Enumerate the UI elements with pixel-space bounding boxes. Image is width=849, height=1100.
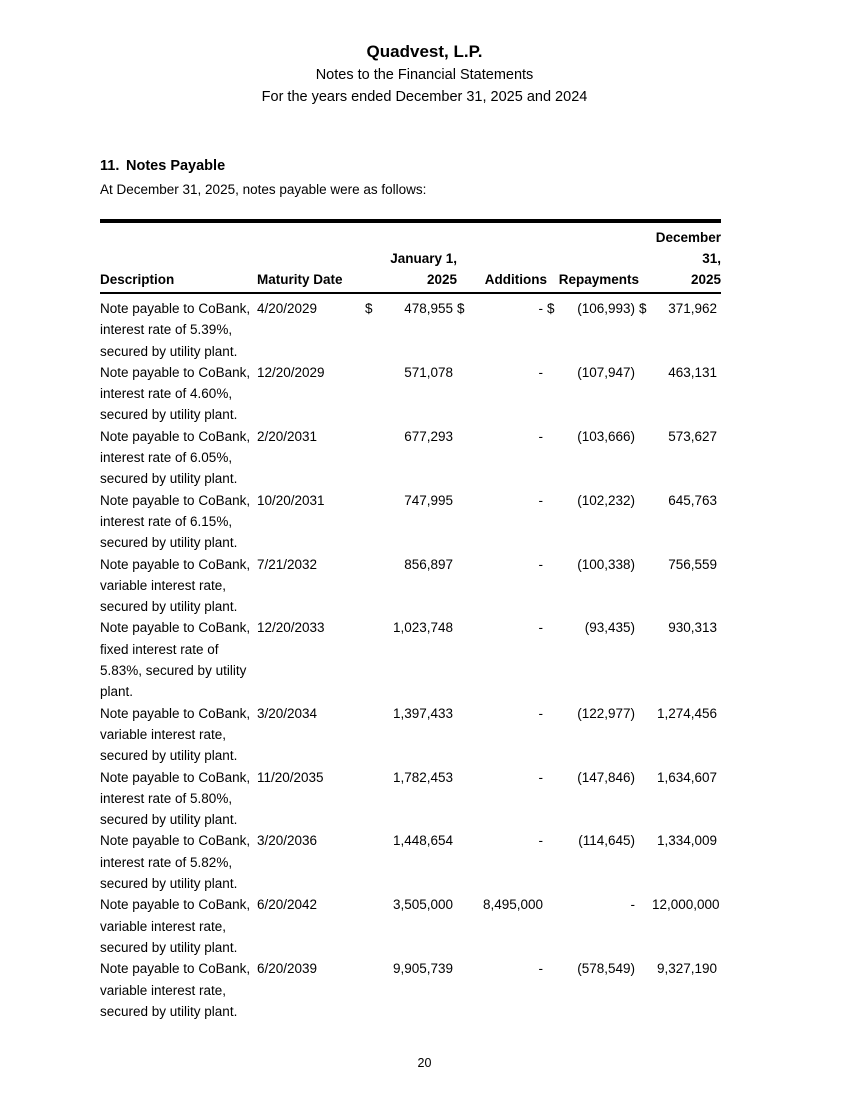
note-description: Note payable to CoBank, variable interest rate, secured by utility plant.	[100, 897, 251, 955]
jan-header-line1: January 1,	[379, 221, 457, 269]
maturity-date: 12/20/2029	[257, 364, 325, 380]
additions-header: Additions	[471, 269, 547, 293]
spacer-cell	[639, 830, 652, 894]
additions-value: -	[538, 769, 543, 785]
table-row	[100, 767, 721, 831]
section-heading	[100, 155, 720, 201]
spacer-cell	[639, 362, 652, 426]
dec-balance: 756,559	[668, 556, 717, 572]
repayments-value: (578,549)	[577, 961, 635, 977]
additions-value: -	[538, 364, 543, 380]
notes-payable-table	[100, 219, 721, 1022]
table-row	[100, 426, 721, 490]
dec-balance: 1,634,607	[656, 769, 717, 785]
repayments-value: (102,232)	[577, 492, 635, 508]
dec-balance: 645,763	[668, 492, 717, 508]
spacer-cell	[457, 362, 471, 426]
maturity-date: 12/20/2033	[257, 620, 325, 636]
document-subtitle: Notes to the Financial Statements	[315, 67, 534, 83]
dec-balance: 9,327,190	[656, 961, 717, 977]
jan-balance: 1,448,654	[392, 833, 453, 849]
spacer-cell	[457, 617, 471, 702]
spacer-cell	[457, 426, 471, 490]
additions-value: -	[538, 705, 543, 721]
spacer-cell	[365, 362, 379, 426]
maturity-date: 6/20/2039	[257, 961, 318, 977]
spacer-cell	[457, 958, 471, 1022]
spacer-cell	[639, 490, 652, 554]
additions-value: -	[538, 961, 543, 977]
currency-symbol: $	[457, 301, 465, 316]
reporting-period: For the years ended December 31, 2025 and 2024	[261, 89, 588, 105]
table-row	[100, 490, 721, 554]
spacer-cell	[639, 767, 652, 831]
note-description: Note payable to CoBank, interest rate of 5.82%, secured by utility plant.	[100, 833, 251, 892]
spacer-cell	[365, 767, 379, 831]
header-row-1	[100, 221, 721, 269]
spacer-cell	[457, 703, 471, 767]
maturity-header: Maturity Date	[257, 269, 365, 293]
repayments-value: (93,435)	[584, 620, 635, 636]
spacer-cell	[365, 894, 379, 958]
spacer-cell	[457, 767, 471, 831]
dec-balance: 463,131	[668, 364, 717, 380]
company-name: Quadvest, L.P.	[366, 42, 483, 61]
dec-balance: 930,313	[668, 620, 717, 636]
repayments-value: (103,666)	[577, 428, 635, 444]
section-intro: At December 31, 2025, notes payable were as follows:	[100, 182, 427, 197]
currency-symbol: $	[547, 301, 555, 316]
table-row	[100, 830, 721, 894]
maturity-date: 10/20/2031	[257, 492, 325, 508]
spacer-cell	[365, 703, 379, 767]
currency-symbol: $	[639, 301, 647, 316]
spacer-cell	[639, 426, 652, 490]
spacer-cell	[547, 767, 561, 831]
dec-balance: 371,962	[668, 301, 717, 316]
section-number: 11.	[100, 158, 120, 174]
table-row	[100, 617, 721, 702]
section-title-text: Notes Payable	[126, 158, 226, 174]
repayments-value: (122,977)	[577, 705, 635, 721]
spacer-cell	[365, 617, 379, 702]
maturity-date: 2/20/2031	[257, 428, 318, 444]
dec-balance: 1,274,456	[656, 705, 717, 721]
spacer-cell	[547, 554, 561, 618]
header-row-2	[100, 269, 721, 293]
note-description: Note payable to CoBank, interest rate of 6.15%, secured by utility plant.	[100, 492, 251, 551]
jan-balance: 3,505,000	[392, 897, 453, 913]
note-description: Note payable to CoBank, interest rate of 6.05%, secured by utility plant.	[100, 428, 251, 487]
dec-balance: 12,000,000	[652, 897, 720, 913]
spacer-cell	[365, 490, 379, 554]
additions-value: -	[538, 492, 543, 508]
jan-balance: 677,293	[404, 428, 453, 444]
maturity-date: 7/21/2032	[257, 556, 318, 572]
spacer-cell	[547, 362, 561, 426]
repayments-value: -	[630, 897, 635, 913]
note-description: Note payable to CoBank, interest rate of 4.60%, secured by utility plant.	[100, 364, 251, 423]
additions-value: -	[538, 301, 543, 316]
spacer-cell	[547, 830, 561, 894]
dec-header-line2: 2025	[639, 269, 721, 293]
jan-balance: 9,905,739	[392, 961, 453, 977]
spacer-cell	[639, 703, 652, 767]
spacer-cell	[457, 554, 471, 618]
note-description: Note payable to CoBank, interest rate of 5.80%, secured by utility plant.	[100, 769, 251, 828]
spacer-cell	[365, 554, 379, 618]
maturity-date: 11/20/2035	[257, 769, 324, 785]
jan-balance: 1,782,453	[392, 769, 453, 785]
spacer-cell	[547, 617, 561, 702]
jan-balance: 856,897	[404, 556, 453, 572]
jan-balance: 478,955	[404, 301, 453, 316]
table-row	[100, 554, 721, 618]
maturity-date: 6/20/2042	[257, 897, 318, 913]
jan-header-line2: 2025	[379, 269, 457, 293]
spacer-cell	[457, 830, 471, 894]
dec-balance: 573,627	[668, 428, 717, 444]
repayments-value: (114,645)	[578, 833, 635, 849]
maturity-date: 3/20/2034	[257, 705, 318, 721]
table-row	[100, 703, 721, 767]
spacer-cell	[639, 894, 652, 958]
note-description: Note payable to CoBank, variable interest rate, secured by utility plant.	[100, 961, 251, 1019]
additions-value: -	[538, 428, 543, 444]
spacer-cell	[639, 554, 652, 618]
dec-header-line1: December 31,	[639, 221, 721, 269]
table-row	[100, 894, 721, 958]
note-description: Note payable to CoBank, interest rate of 5.39%, secured by utility plant.	[100, 301, 251, 359]
spacer-cell	[639, 617, 652, 702]
table-row	[100, 958, 721, 1022]
maturity-date: 3/20/2036	[257, 833, 318, 849]
page-number: 20	[417, 1056, 432, 1070]
additions-value: -	[538, 556, 543, 572]
spacer-cell	[547, 490, 561, 554]
repayments-value: (107,947)	[577, 364, 635, 380]
section-title	[100, 155, 720, 177]
spacer-cell	[365, 958, 379, 1022]
jan-balance: 571,078	[404, 364, 453, 380]
jan-balance: 1,023,748	[392, 620, 453, 636]
document-header	[0, 40, 849, 108]
note-description: Note payable to CoBank, fixed interest rate of 5.83%, secured by utility plant.	[100, 620, 251, 700]
spacer-cell	[547, 958, 561, 1022]
repayments-value: (106,993)	[577, 301, 635, 316]
currency-symbol: $	[365, 301, 373, 316]
spacer-cell	[365, 830, 379, 894]
additions-value: -	[538, 620, 543, 636]
spacer-cell	[457, 490, 471, 554]
dec-balance: 1,334,009	[656, 833, 717, 849]
repayments-value: (147,846)	[577, 769, 635, 785]
spacer-cell	[457, 894, 471, 958]
spacer-cell	[547, 703, 561, 767]
jan-balance: 747,995	[404, 492, 453, 508]
spacer-cell	[547, 426, 561, 490]
additions-value: 8,495,000	[482, 897, 543, 913]
jan-balance: 1,397,433	[392, 705, 453, 721]
table-row	[100, 293, 721, 362]
spacer-cell	[639, 958, 652, 1022]
description-header: Description	[100, 269, 257, 293]
repayments-header: Repayments	[547, 269, 639, 293]
table-row	[100, 362, 721, 426]
maturity-date: 4/20/2029	[257, 301, 318, 316]
note-description: Note payable to CoBank, variable interest rate, secured by utility plant.	[100, 556, 251, 615]
spacer-cell	[365, 426, 379, 490]
additions-value: -	[538, 833, 543, 849]
note-description: Note payable to CoBank, variable interest rate, secured by utility plant.	[100, 705, 251, 764]
repayments-value: (100,338)	[577, 556, 635, 572]
spacer-cell	[547, 894, 561, 958]
